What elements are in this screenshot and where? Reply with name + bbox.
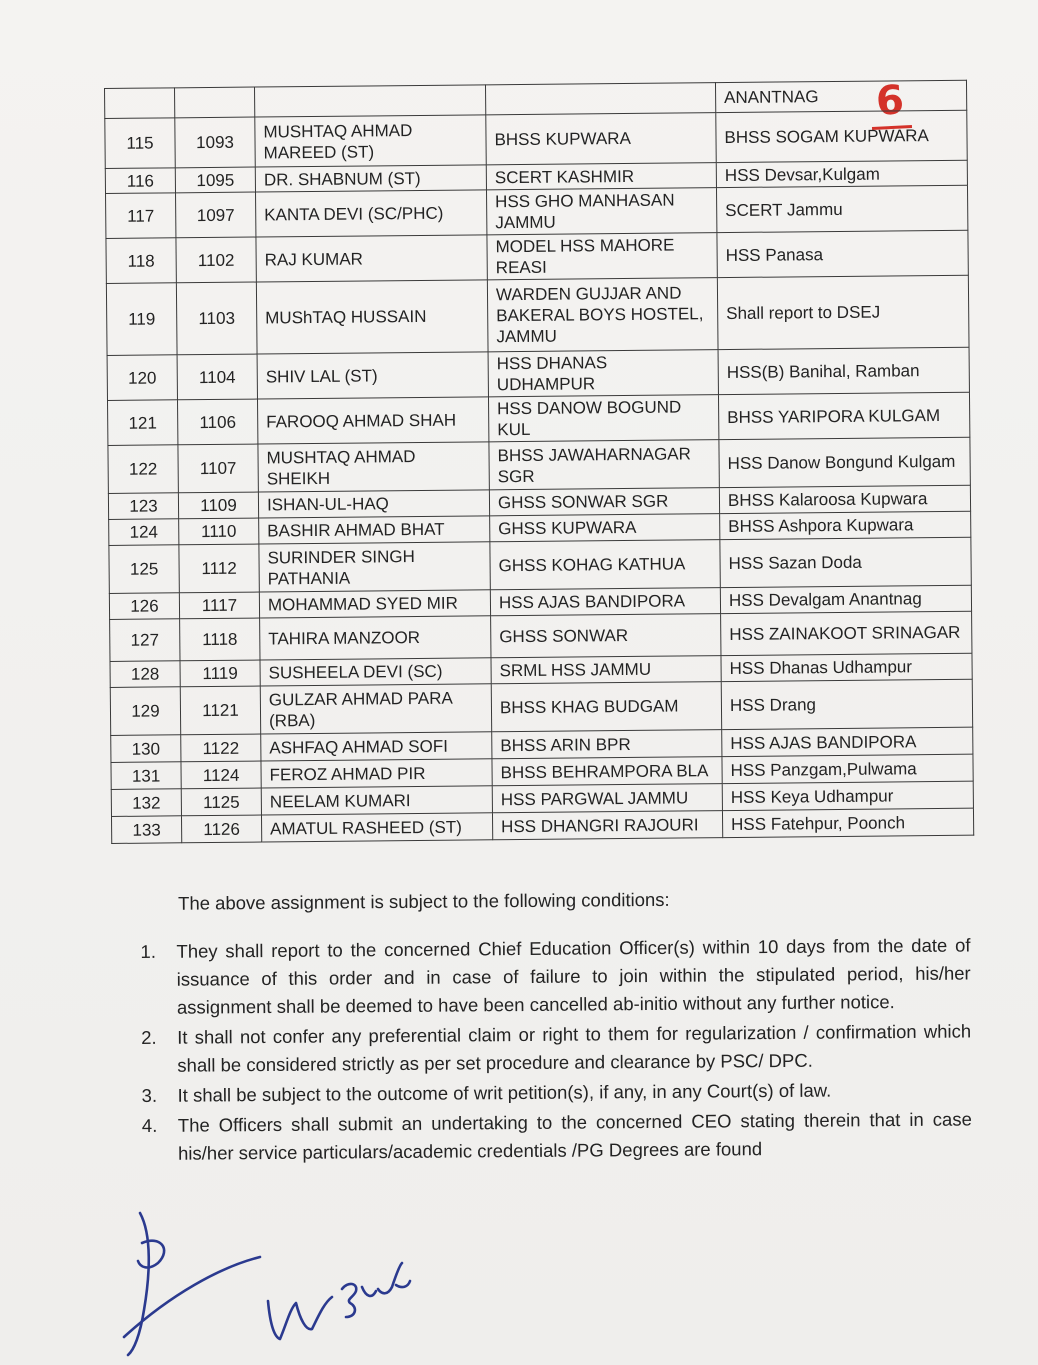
cell-name bbox=[254, 85, 485, 117]
cell-sno: 126 bbox=[109, 593, 179, 620]
cell-to: HSS Panasa bbox=[717, 230, 968, 277]
cell-from: MODEL HSS MAHORE REASI bbox=[487, 233, 717, 280]
cell-from: BHSS ARIN BPR bbox=[492, 730, 722, 759]
cell-number: 1126 bbox=[181, 815, 261, 843]
condition-item bbox=[140, 931, 971, 1022]
cell-to: HSS Dhanas Udhampur bbox=[721, 653, 972, 681]
cell-from: GHSS SONWAR SGR bbox=[489, 488, 719, 516]
cell-name: SHIV LAL (ST) bbox=[257, 352, 488, 399]
condition-item bbox=[142, 1075, 972, 1110]
cell-number: 1118 bbox=[180, 618, 260, 661]
cell-sno: 128 bbox=[110, 661, 180, 688]
cell-sno: 120 bbox=[107, 355, 177, 401]
cell-from: HSS AJAS BANDIPORA bbox=[490, 588, 720, 616]
cell-sno: 118 bbox=[106, 238, 176, 284]
condition-item bbox=[141, 1017, 971, 1080]
cell-to: HSS AJAS BANDIPORA bbox=[722, 727, 973, 756]
cell-name: NEELAM KUMARI bbox=[261, 786, 492, 815]
cell-number: 1121 bbox=[180, 686, 260, 735]
cell-sno: 129 bbox=[110, 687, 180, 736]
cell-number: 1106 bbox=[177, 399, 257, 445]
cell-number: 1093 bbox=[175, 117, 255, 168]
cell-from: GHSS KOHAG KATHUA bbox=[490, 540, 720, 590]
cell-from: WARDEN GUJJAR AND BAKERAL BOYS HOSTEL, JAMMU bbox=[487, 278, 718, 352]
cell-name: SUSHEELA DEVI (SC) bbox=[260, 658, 491, 686]
cell-number: 1097 bbox=[176, 192, 256, 238]
cell-from: GHSS KUPWARA bbox=[490, 514, 720, 542]
cell-name: ASHFAQ AHMAD SOFI bbox=[261, 732, 492, 761]
cell-name: BASHIR AHMAD BHAT bbox=[259, 516, 490, 544]
condition-item bbox=[142, 1105, 972, 1168]
cell-number: 1104 bbox=[177, 354, 257, 400]
cell-from: HSS PARGWAL JAMMU bbox=[492, 784, 722, 813]
cell-number: 1125 bbox=[181, 788, 261, 816]
cell-to: BHSS Kalaroosa Kupwara bbox=[719, 485, 970, 513]
cell-to: HSS Danow Bongund Kulgam bbox=[719, 437, 970, 487]
cell-to: BHSS SOGAM KUPWARA bbox=[716, 110, 967, 162]
cell-from: SCERT KASHMIR bbox=[486, 163, 716, 190]
cell-sno: 119 bbox=[106, 283, 177, 356]
cell-to: HSS ZAINAKOOT SRINAGAR bbox=[721, 611, 972, 655]
cell-number: 1112 bbox=[179, 544, 259, 593]
cell-sno: 122 bbox=[108, 445, 178, 494]
table-row bbox=[105, 110, 967, 168]
cell-sno bbox=[105, 88, 175, 119]
cell-name: ISHAN-UL-HAQ bbox=[258, 490, 489, 518]
cell-number bbox=[175, 87, 255, 118]
cell-number: 1122 bbox=[181, 734, 261, 762]
cell-to: BHSS Ashpora Kupwara bbox=[720, 511, 971, 539]
cell-from: BHSS JAWAHARNAGAR SGR bbox=[489, 440, 719, 490]
cell-name: TAHIRA MANZOOR bbox=[260, 616, 491, 660]
conditions-section bbox=[140, 883, 972, 1170]
cell-to: HSS Sazan Doda bbox=[720, 537, 971, 587]
cell-sno: 133 bbox=[111, 816, 181, 844]
cell-sno: 115 bbox=[105, 118, 175, 169]
condition-number: 4. bbox=[141, 1114, 158, 1136]
cell-sno: 117 bbox=[106, 193, 176, 239]
cell-from: BHSS KHAG BUDGAM bbox=[491, 682, 721, 732]
condition-text: They shall report to the concerned Chief Education Officer(s) within 10 days from the date of issuance of this order and in case of failure to join within the stipulated period, his/her assignment shall be deemed to have been cancelled ab-initio without any further notice. bbox=[176, 934, 971, 1018]
cell-sno: 132 bbox=[111, 789, 181, 817]
cell-name: SURINDER SINGH PATHANIA bbox=[259, 542, 490, 592]
cell-number: 1095 bbox=[175, 167, 255, 193]
cell-number: 1107 bbox=[178, 444, 258, 493]
cell-name: DR. SHABNUM (ST) bbox=[255, 165, 486, 192]
cell-to: HSS Panzgam,Pulwama bbox=[722, 754, 973, 783]
cell-to: HSS Keya Udhampur bbox=[722, 781, 973, 810]
cell-name: FEROZ AHMAD PIR bbox=[261, 759, 492, 788]
cell-name: AMATUL RASHEED (ST) bbox=[261, 813, 492, 842]
cell-name: RAJ KUMAR bbox=[256, 235, 487, 282]
condition-text: It shall not confer any preferential claim or right to them for regularization / confirmation which shall be considered strictly as per set procedure and clearance by PSC/ DPC. bbox=[177, 1020, 972, 1076]
cell-number: 1102 bbox=[176, 237, 256, 283]
cell-number: 1124 bbox=[181, 761, 261, 789]
cell-from: HSS DHANAS UDHAMPUR bbox=[488, 350, 718, 397]
cell-number: 1103 bbox=[176, 282, 257, 355]
cell-sno: 124 bbox=[109, 519, 179, 546]
table-row bbox=[110, 679, 972, 735]
cell-number: 1119 bbox=[180, 660, 260, 687]
condition-text: The Officers shall submit an undertaking to the concerned CEO stating therein that in case his/her service particulars/academic credentials /PG Degrees are found bbox=[177, 1108, 972, 1164]
cell-from: HSS GHO MANHASAN JAMMU bbox=[486, 188, 716, 235]
cell-number: 1109 bbox=[178, 492, 258, 519]
assignment-table bbox=[104, 80, 974, 844]
table-row bbox=[108, 437, 970, 493]
cell-number: 1110 bbox=[179, 518, 259, 545]
conditions-list bbox=[140, 931, 972, 1168]
cell-name: MUSHTAQ AHMAD MAREED (ST) bbox=[255, 115, 486, 167]
signature-marks bbox=[110, 1205, 470, 1365]
cell-to: HSS Fatehpur, Poonch bbox=[722, 808, 973, 837]
table-row bbox=[106, 275, 969, 355]
signature-icon bbox=[124, 1213, 410, 1355]
cell-name: MOHAMMAD SYED MIR bbox=[259, 590, 490, 618]
cell-number: 1117 bbox=[179, 592, 259, 619]
cell-to: HSS Devsar,Kulgam bbox=[716, 160, 967, 187]
condition-number: 3. bbox=[141, 1084, 158, 1106]
cell-sno: 116 bbox=[105, 168, 175, 194]
cell-name: MUSHTAQ AHMAD SHEIKH bbox=[258, 442, 489, 492]
cell-from: GHSS SONWAR bbox=[491, 614, 721, 658]
cell-from: BHSS BEHRAMPORA BLA bbox=[492, 757, 722, 786]
cell-to: HSS Drang bbox=[721, 679, 972, 729]
condition-text: It shall be subject to the outcome of writ petition(s), if any, in any Court(s) of law. bbox=[177, 1079, 832, 1106]
condition-number: 1. bbox=[140, 940, 157, 962]
cell-sno: 123 bbox=[108, 493, 178, 520]
assignment-table-body bbox=[105, 80, 974, 843]
cell-to: SCERT Jammu bbox=[716, 185, 967, 232]
table-row bbox=[109, 537, 971, 593]
cell-name: GULZAR AHMAD PARA (RBA) bbox=[260, 684, 491, 734]
cell-sno: 127 bbox=[110, 619, 180, 662]
cell-from: BHSS KUPWARA bbox=[486, 113, 716, 165]
cell-sno: 125 bbox=[109, 545, 179, 594]
cell-name: FAROOQ AHMAD SHAH bbox=[257, 397, 488, 444]
cell-to: BHSS YARIPORA KULGAM bbox=[718, 392, 969, 439]
cell-from: HSS DANOW BOGUND KUL bbox=[488, 395, 718, 442]
cell-sno: 131 bbox=[111, 762, 181, 790]
cell-sno: 130 bbox=[111, 735, 181, 763]
cell-to: Shall report to DSEJ bbox=[717, 275, 969, 349]
page-number: 6 bbox=[874, 77, 906, 125]
cell-to: ANANTNAG bbox=[715, 80, 966, 112]
condition-number: 2. bbox=[141, 1026, 157, 1048]
cell-to: HSS Devalgam Anantnag bbox=[720, 585, 971, 613]
cell-name: MUShTAQ HUSSAIN bbox=[256, 280, 488, 354]
cell-to: HSS(B) Banihal, Ramban bbox=[718, 347, 969, 394]
cell-from: SRML HSS JAMMU bbox=[491, 656, 721, 684]
conditions-intro: The above assignment is subject to the following conditions: bbox=[178, 888, 670, 914]
cell-from bbox=[485, 83, 715, 115]
cell-from: HSS DHANGRI RAJOURI bbox=[492, 811, 722, 840]
cell-name: KANTA DEVI (SC/PHC) bbox=[256, 190, 487, 237]
cell-sno: 121 bbox=[107, 400, 177, 446]
